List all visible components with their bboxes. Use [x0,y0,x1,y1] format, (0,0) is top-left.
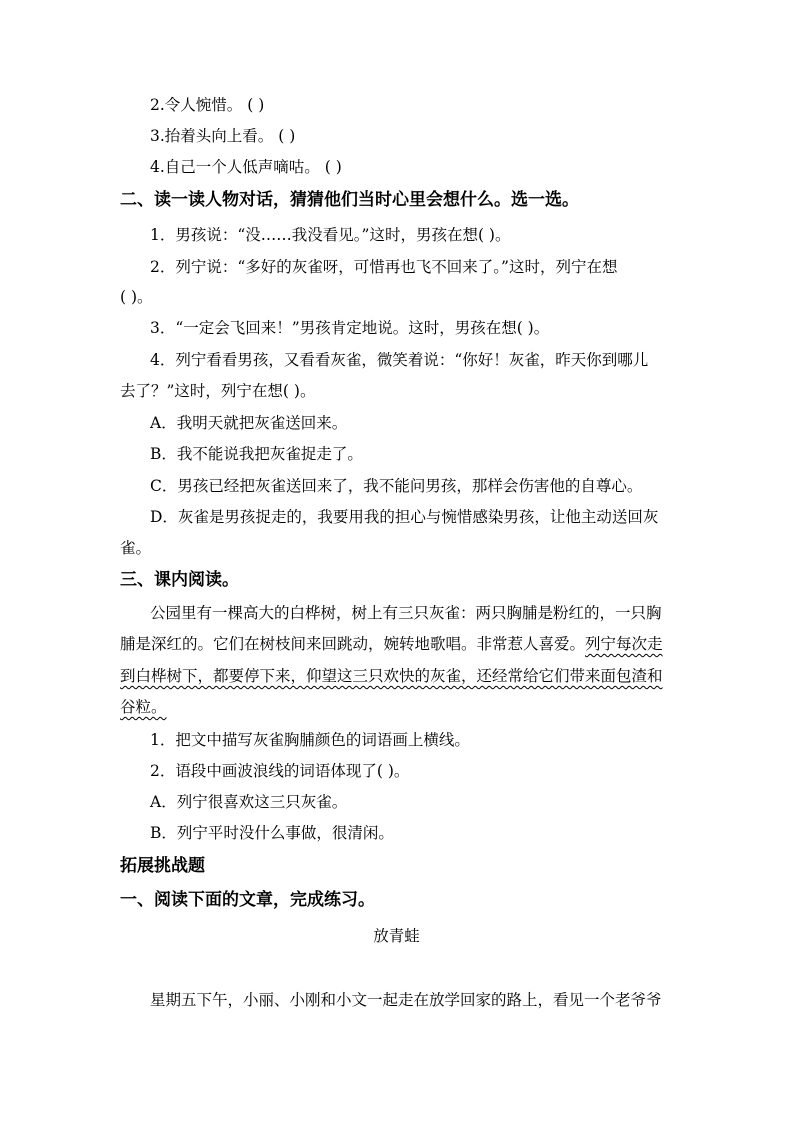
passage-line-4-wavy: 谷粒。 [120,698,167,716]
s2-question-1: 1．男孩说：“没……我没看见。”这时，男孩在想( )。 [150,226,511,244]
item-4: 4.自己一个人低声嘀咕。 ( ) [150,158,342,176]
item-3: 3.抬着头向上看。 ( ) [150,127,296,145]
section-two-heading: 二、读一读人物对话，猜猜他们当时心里会想什么。选一选。 [120,190,579,210]
s2-question-3: 3．“一定会飞回来！”男孩肯定地说。这时，男孩在想( )。 [150,319,550,337]
s3-question-2: 2．语段中画波浪线的词语体现了( )。 [150,762,410,780]
s3-question-1: 1．把文中描写灰雀胸脯颜色的词语画上横线。 [150,731,470,749]
passage-line-3-wavy: 到白桦树下，都要停下来，仰望这三只欢快的灰雀，还经常给它们带来面包渣和 [120,667,663,685]
s2-option-a: A．我明天就把灰雀送回来。 [150,414,348,432]
extension-heading: 拓展挑战题 [120,856,205,876]
article-title: 放青蛙 [373,927,420,945]
s2-option-d-line2: 雀。 [120,539,152,557]
s2-option-b: B．我不能说我把灰雀捉走了。 [150,445,363,463]
passage-line-3 [120,666,663,686]
article-line-1: 星期五下午，小丽、小刚和小文一起走在放学回家的路上，看见一个老爷爷 [150,991,662,1009]
passage-line-2-plain: 脯是深红的。它们在树枝间来回跳动，婉转地歌唱。非常惹人喜爱。 [120,635,586,653]
s2-question-4-line1: 4．列宁看看男孩，又看看灰雀，微笑着说：“你好！灰雀，昨天你到哪儿 [150,351,649,369]
passage-line-1: 公园里有一棵高大的白桦树，树上有三只灰雀：两只胸脯是粉红的，一只胸 [150,604,662,622]
s2-question-2-line1: 2．列宁说：“多好的灰雀呀，可惜再也飞不回来了。”这时，列宁在想 [150,258,618,276]
passage-line-2 [120,634,663,654]
s2-option-d-line1: D．灰雀是男孩捉走的，我要用我的担心与惋惜感染男孩，让他主动送回灰 [150,508,659,526]
section-three-heading: 三、课内阅读。 [120,570,239,590]
s2-question-4-line2: 去了？”这时，列宁在想( )。 [120,382,316,400]
s2-question-2-line2: ( )。 [120,288,153,306]
s3-option-b: B．列宁平时没什么事做，很清闲。 [150,824,394,842]
s2-option-c: C．男孩已经把灰雀送回来了，我不能问男孩，那样会伤害他的自尊心。 [150,477,643,495]
item-2: 2.令人惋惜。 ( ) [150,96,265,114]
extension-sub-heading: 一、阅读下面的文章，完成练习。 [120,890,375,910]
passage-line-4 [120,697,167,717]
s3-option-a: A．列宁很喜欢这三只灰雀。 [150,793,348,811]
passage-line-2-wavy: 列宁每次走 [585,635,663,653]
